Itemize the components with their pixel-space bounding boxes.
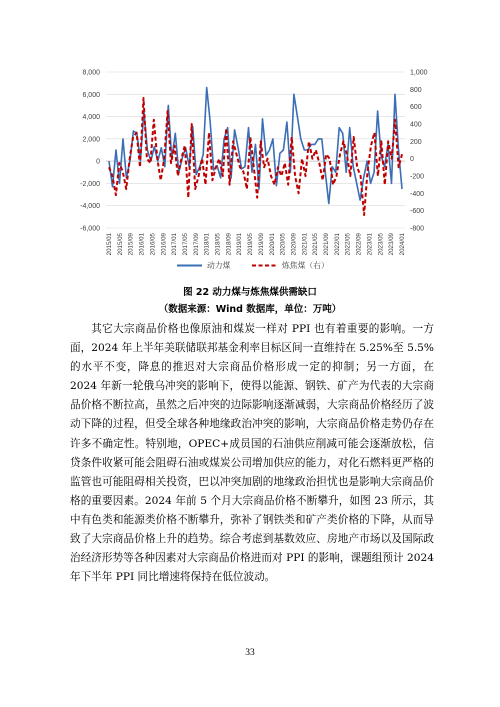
x-tick-label: 2020/05 bbox=[279, 233, 287, 256]
x-tick-label: 2015/01 bbox=[106, 233, 113, 256]
paragraph: 其它大宗商品价格也像原油和煤炭一样对 PPI 也有着重要的影响。一方面，2024 年上半年美联储联邦基金利率目标区间一直维持在 5.25%至 5.5%的水平不变，降息的推迟对大宗商品价格形成一定的抑制；另一方面，在 2024 年新一轮俄乌冲突的影响下，使得以能源、钢铁、矿产为代表的大宗商品价格不断拉高，虽然之后冲突的边际影响逐渐减弱，大宗商品价格经历了波动下降的过程，但受全球各种地缘政治冲突的影响，大宗商品价格走势仍存在许多不确定性。特别地，OPEC+成员国的石油供应削减可能会逐渐放松，信贷条件收紧可能会阻碍石油或煤炭公司增加供应的能力，对化石燃料更严格的监管也可能阻碍相关投资，巴以冲突加剧的地缘政治担忧也是影响大宗商品价格的重要因素。2024 年前 5 个月大宗商品价格不断攀升，如图 23 所示，其中有色类和能源类价格不断攀升，弥补了钢铁类和矿产类价格的下降，从而导致了大宗商品价格上升的趋势。综合考虑到基数效应、房地产市场以及国际政治经济形势等各种因素对大宗商品价格进而对 PPI 的影响，课题组预计 2024 年下半年 PPI 同比增速将保持在低位波动。 bbox=[70, 323, 434, 584]
left-tick-label: -6,000 bbox=[80, 225, 100, 233]
left-tick-label: 6,000 bbox=[82, 91, 100, 99]
x-tick-label: 2018/09 bbox=[225, 233, 233, 256]
x-tick-label: 2018/05 bbox=[214, 233, 222, 256]
x-tick-label: 2024/01 bbox=[399, 233, 406, 256]
x-tick-label: 2016/05 bbox=[149, 233, 157, 256]
x-tick-label: 2020/01 bbox=[268, 233, 276, 256]
x-tick-label: 2022/09 bbox=[355, 233, 363, 256]
chart-series bbox=[109, 88, 402, 215]
legend-label-coking-coal: 炼焦煤（右） bbox=[282, 261, 329, 270]
x-tick-label: 2017/05 bbox=[181, 233, 189, 256]
figure-title: 图 22 动力煤与炼焦煤供需缺口 bbox=[183, 287, 317, 298]
right-tick-label: 0 bbox=[410, 156, 414, 164]
right-tick-label: 600 bbox=[410, 104, 422, 112]
x-tick-label: 2022/05 bbox=[344, 233, 352, 256]
left-tick-label: 2,000 bbox=[82, 136, 100, 144]
legend-label-thermal-coal: 动力煤 bbox=[207, 261, 231, 270]
x-tick-label: 2019/01 bbox=[236, 233, 244, 256]
chart-legend bbox=[177, 260, 329, 270]
x-tick-label: 2023/05 bbox=[377, 233, 385, 256]
right-tick-label: -800 bbox=[410, 225, 425, 233]
left-tick-label: 0 bbox=[96, 158, 100, 166]
x-tick-label: 2016/01 bbox=[138, 233, 146, 256]
right-tick-label: -400 bbox=[410, 190, 425, 198]
right-tick-label: 1,000 bbox=[410, 69, 428, 77]
x-tick-label: 2017/01 bbox=[171, 233, 179, 256]
right-tick-label: -200 bbox=[410, 173, 425, 181]
x-tick-label: 2021/01 bbox=[301, 233, 309, 256]
left-tick-label: -2,000 bbox=[80, 180, 100, 188]
body-text bbox=[70, 320, 434, 587]
left-tick-label: 8,000 bbox=[82, 69, 100, 77]
x-tick-label: 2022/01 bbox=[333, 233, 341, 256]
x-tick-label: 2023/09 bbox=[388, 233, 396, 256]
series-line-coking-coal bbox=[109, 98, 402, 215]
x-tick-label: 2021/09 bbox=[323, 233, 331, 256]
right-tick-label: 400 bbox=[410, 121, 422, 129]
x-tick-label: 2019/09 bbox=[257, 233, 265, 256]
x-tick-label: 2015/09 bbox=[127, 233, 135, 256]
x-tick-label: 2021/05 bbox=[312, 233, 320, 256]
figure-source: （数据来源：Wind 数据库，单位：万吨） bbox=[158, 304, 342, 315]
right-tick-label: -600 bbox=[410, 208, 425, 216]
x-tick-label: 2023/01 bbox=[366, 233, 374, 256]
x-tick-label: 2020/09 bbox=[290, 233, 298, 256]
x-tick-label: 2019/05 bbox=[247, 233, 255, 256]
x-tick-label: 2015/05 bbox=[116, 233, 124, 256]
right-tick-label: 800 bbox=[410, 86, 422, 94]
left-tick-label: 4,000 bbox=[82, 114, 100, 122]
x-tick-label: 2017/09 bbox=[192, 233, 200, 256]
right-tick-label: 200 bbox=[410, 138, 422, 146]
page-number: 33 bbox=[245, 648, 255, 658]
right-axis-ticks bbox=[410, 70, 428, 233]
x-tick-label: 2018/01 bbox=[203, 233, 211, 256]
left-tick-label: -4,000 bbox=[80, 203, 100, 211]
x-tick-label: 2016/09 bbox=[160, 233, 168, 256]
x-axis-ticks bbox=[106, 232, 406, 255]
left-axis-ticks bbox=[80, 70, 100, 233]
supply-demand-gap-chart bbox=[0, 0, 500, 278]
